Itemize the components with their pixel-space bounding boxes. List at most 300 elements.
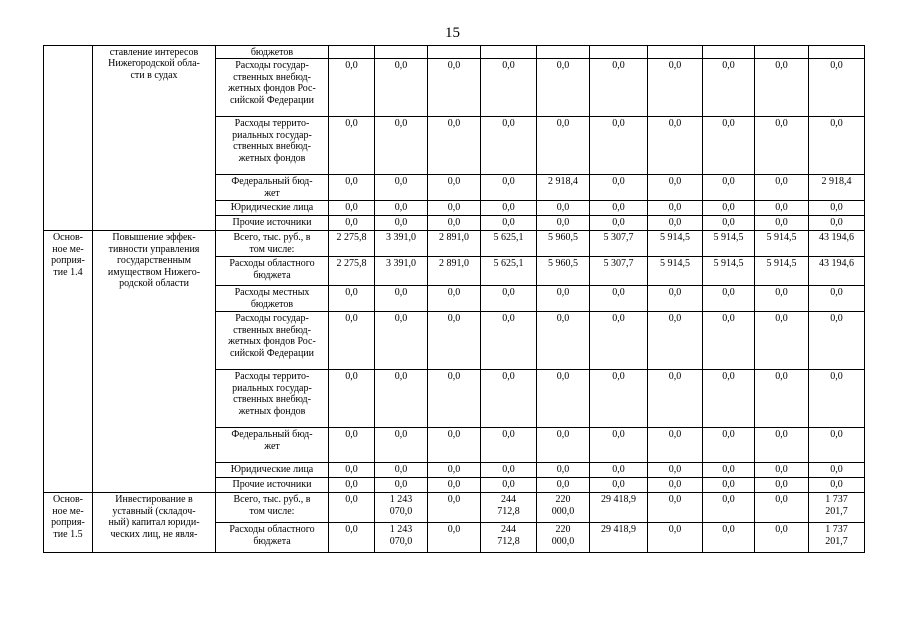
cell-line: 0,0 — [345, 479, 358, 491]
value-cell — [590, 216, 648, 231]
cell-line: имуществом Нижего- — [107, 266, 201, 278]
cell-line: 0,0 — [556, 479, 570, 491]
cell-line: 0,0 — [612, 287, 625, 299]
cell-line: тивности управления — [108, 243, 200, 255]
cell-line: 0,0 — [775, 176, 788, 188]
cell-line: ное ме- — [52, 243, 84, 255]
value-cell — [428, 312, 481, 370]
cell-line: тие 1.5 — [53, 528, 83, 540]
measure-name-cell — [44, 493, 93, 553]
cell-line: 220 — [555, 494, 571, 506]
cell-line: 0,0 — [775, 118, 788, 130]
value-cell — [703, 175, 755, 201]
cell-line: Основ- — [52, 494, 84, 506]
value-cell — [537, 175, 590, 201]
value-cell — [590, 478, 648, 493]
value-cell — [809, 493, 865, 523]
value-cell — [755, 478, 809, 493]
measure-name-cell — [44, 46, 93, 231]
value-cell — [428, 231, 481, 257]
value-cell — [703, 257, 755, 286]
value-cell — [537, 59, 590, 117]
cell-line: Юридические лица — [230, 464, 314, 476]
cell-line: 0,0 — [394, 202, 408, 214]
cell-line: тие 1.4 — [53, 266, 83, 278]
funding-source-cell — [216, 428, 329, 463]
value-cell — [809, 370, 865, 428]
value-cell — [428, 46, 481, 59]
table-row — [44, 46, 865, 59]
cell-line: 244 — [501, 494, 516, 506]
value-cell — [537, 523, 590, 553]
funding-source-cell — [216, 46, 329, 59]
cell-line: 1 737 — [825, 524, 848, 536]
value-cell — [329, 231, 375, 257]
cell-line: 3 391,0 — [386, 232, 416, 244]
value-cell — [375, 428, 428, 463]
cell-line: жетных фондов Рос- — [228, 336, 316, 348]
cell-line: 0,0 — [775, 60, 788, 72]
value-cell — [329, 493, 375, 523]
value-cell — [809, 175, 865, 201]
value-cell — [537, 286, 590, 312]
cell-line: 2 275,8 — [336, 258, 367, 270]
cell-line: 0,0 — [556, 429, 570, 441]
cell-line: 5 625,1 — [493, 258, 524, 270]
cell-line: 0,0 — [830, 217, 843, 229]
cell-line: 0,0 — [612, 217, 625, 229]
cell-line: 0,0 — [830, 429, 843, 441]
value-cell — [481, 175, 537, 201]
cell-line: 244 — [501, 524, 516, 536]
value-cell — [809, 257, 865, 286]
cell-line: 0,0 — [668, 217, 682, 229]
cell-line: 0,0 — [447, 176, 461, 188]
value-cell — [329, 257, 375, 286]
value-cell — [755, 493, 809, 523]
value-cell — [590, 117, 648, 175]
cell-line: 0,0 — [722, 479, 735, 491]
value-cell — [537, 463, 590, 478]
cell-line: жетных фондов — [238, 152, 306, 164]
value-cell — [537, 231, 590, 257]
value-cell — [481, 312, 537, 370]
cell-line: риальных государ- — [232, 129, 312, 141]
cell-line: ставление интересов — [109, 47, 199, 58]
value-cell — [755, 523, 809, 553]
cell-line: 0,0 — [722, 60, 735, 72]
cell-line: 0,0 — [775, 429, 788, 441]
cell-line: ный) капитал юриди- — [108, 517, 200, 529]
cell-line: 5 960,5 — [548, 232, 578, 244]
value-cell — [428, 370, 481, 428]
cell-line: 43 194,6 — [819, 258, 854, 270]
value-cell — [481, 231, 537, 257]
value-cell — [590, 463, 648, 478]
value-cell — [481, 216, 537, 231]
funding-source-cell — [216, 286, 329, 312]
budget-table — [43, 45, 865, 553]
cell-line: 0,0 — [612, 60, 625, 72]
cell-line: Расходы государ- — [235, 60, 309, 72]
value-cell — [703, 523, 755, 553]
cell-line: жет — [264, 187, 280, 199]
cell-line: 0,0 — [775, 217, 788, 229]
cell-line: 0,0 — [447, 464, 461, 476]
value-cell — [755, 370, 809, 428]
cell-line: 0,0 — [556, 202, 570, 214]
value-cell — [375, 286, 428, 312]
cell-line: ственных внебюд- — [233, 141, 311, 153]
value-cell — [703, 478, 755, 493]
cell-line: 0,0 — [668, 176, 682, 188]
funding-source-cell — [216, 117, 329, 175]
cell-line: 0,0 — [830, 313, 843, 325]
table-row — [44, 493, 865, 523]
cell-line: 0,0 — [556, 217, 570, 229]
cell-line: 0,0 — [775, 371, 788, 383]
cell-line: Расходы областного — [229, 524, 315, 536]
value-cell — [648, 201, 703, 216]
cell-line: 5 914,5 — [766, 232, 797, 244]
value-cell — [375, 523, 428, 553]
cell-line: 0,0 — [502, 313, 515, 325]
cell-line: бюджета — [253, 535, 291, 547]
cell-line: 0,0 — [830, 118, 843, 130]
cell-line: 0,0 — [668, 429, 682, 441]
value-cell — [375, 463, 428, 478]
cell-line: 0,0 — [722, 287, 735, 299]
value-cell — [809, 59, 865, 117]
cell-line: Расходы областного — [229, 258, 315, 270]
value-cell — [809, 428, 865, 463]
value-cell — [375, 175, 428, 201]
value-cell — [537, 370, 590, 428]
cell-line: 2 918,4 — [548, 176, 578, 188]
value-cell — [755, 257, 809, 286]
cell-line: 0,0 — [447, 524, 461, 536]
cell-line: 712,8 — [497, 535, 520, 547]
cell-line: 1 737 — [825, 494, 848, 506]
cell-line: 0,0 — [775, 494, 788, 506]
value-cell — [703, 312, 755, 370]
value-cell — [648, 286, 703, 312]
value-cell — [329, 175, 375, 201]
value-cell — [329, 286, 375, 312]
funding-source-cell — [216, 257, 329, 286]
value-cell — [703, 493, 755, 523]
cell-line: 0,0 — [830, 60, 843, 72]
cell-line: 0,0 — [830, 479, 843, 491]
cell-line: 0,0 — [722, 217, 735, 229]
value-cell — [755, 117, 809, 175]
value-cell — [648, 231, 703, 257]
value-cell — [703, 216, 755, 231]
cell-line: 0,0 — [775, 287, 788, 299]
cell-line: 0,0 — [722, 429, 735, 441]
cell-line: 0,0 — [668, 524, 682, 536]
cell-line: 0,0 — [394, 464, 408, 476]
cell-line: 0,0 — [502, 176, 515, 188]
value-cell — [703, 46, 755, 59]
cell-line: 0,0 — [668, 202, 682, 214]
cell-line: 0,0 — [345, 371, 358, 383]
cell-line: 0,0 — [502, 479, 515, 491]
cell-line: 2 891,0 — [439, 258, 469, 270]
cell-line: 0,0 — [722, 464, 735, 476]
cell-line: 1 243 — [389, 494, 413, 506]
value-cell — [755, 46, 809, 59]
value-cell — [329, 216, 375, 231]
cell-line: жетных фондов — [238, 405, 306, 417]
cell-line: 0,0 — [394, 217, 408, 229]
value-cell — [329, 59, 375, 117]
value-cell — [375, 201, 428, 216]
value-cell — [428, 117, 481, 175]
cell-line: 0,0 — [668, 60, 682, 72]
value-cell — [755, 286, 809, 312]
value-cell — [375, 117, 428, 175]
cell-line: том числе: — [249, 243, 295, 255]
value-cell — [481, 478, 537, 493]
value-cell — [809, 478, 865, 493]
cell-line: 0,0 — [612, 479, 625, 491]
cell-line: 0,0 — [447, 217, 461, 229]
cell-line: 0,0 — [775, 524, 788, 536]
value-cell — [809, 231, 865, 257]
value-cell — [590, 46, 648, 59]
value-cell — [375, 46, 428, 59]
cell-line: 0,0 — [394, 479, 408, 491]
value-cell — [537, 117, 590, 175]
cell-line: 0,0 — [612, 313, 625, 325]
cell-line: 0,0 — [394, 429, 408, 441]
cell-line: 0,0 — [502, 287, 515, 299]
cell-line: 712,8 — [497, 505, 520, 517]
cell-line: родской области — [119, 278, 189, 290]
value-cell — [703, 59, 755, 117]
cell-line: 0,0 — [830, 287, 843, 299]
funding-source-cell — [216, 523, 329, 553]
value-cell — [648, 117, 703, 175]
cell-line: 0,0 — [668, 479, 682, 491]
cell-line: Всего, тыс. руб., в — [233, 232, 311, 244]
value-cell — [590, 201, 648, 216]
cell-line: 0,0 — [502, 202, 515, 214]
value-cell — [703, 428, 755, 463]
cell-line: ственных внебюд- — [233, 324, 311, 336]
value-cell — [537, 493, 590, 523]
value-cell — [590, 523, 648, 553]
funding-source-cell — [216, 216, 329, 231]
cell-line: Федеральный бюд- — [231, 176, 313, 188]
cell-line: 220 — [555, 524, 571, 536]
value-cell — [755, 216, 809, 231]
funding-source-cell — [216, 59, 329, 117]
cell-line: 0,0 — [345, 176, 358, 188]
cell-line: ческих лиц, не явля- — [110, 528, 198, 540]
cell-line: том числе: — [249, 505, 295, 517]
value-cell — [428, 257, 481, 286]
cell-line: 0,0 — [394, 60, 408, 72]
cell-line: 2 275,8 — [336, 232, 367, 244]
value-cell — [648, 257, 703, 286]
value-cell — [648, 370, 703, 428]
value-cell — [648, 216, 703, 231]
cell-line: 0,0 — [345, 494, 358, 506]
cell-line: 201,7 — [825, 535, 848, 547]
cell-line: государственным — [117, 255, 191, 267]
cell-line: Расходы террито- — [234, 371, 310, 383]
cell-line: 0,0 — [722, 202, 735, 214]
value-cell — [809, 201, 865, 216]
value-cell — [809, 286, 865, 312]
cell-line: 0,0 — [394, 313, 408, 325]
budget-table-body — [44, 46, 865, 553]
cell-line: 0,0 — [447, 202, 461, 214]
cell-line: 0,0 — [345, 429, 358, 441]
cell-line: 0,0 — [345, 60, 358, 72]
value-cell — [590, 286, 648, 312]
funding-source-cell — [216, 370, 329, 428]
value-cell — [537, 428, 590, 463]
cell-line: 5 914,5 — [713, 258, 744, 270]
value-cell — [329, 478, 375, 493]
value-cell — [481, 201, 537, 216]
measure-description-cell — [93, 493, 216, 553]
value-cell — [481, 117, 537, 175]
cell-line: ственных внебюд- — [233, 394, 311, 406]
value-cell — [375, 370, 428, 428]
value-cell — [809, 216, 865, 231]
value-cell — [648, 428, 703, 463]
cell-line: 0,0 — [668, 371, 682, 383]
cell-line: 0,0 — [394, 118, 408, 130]
cell-line: 0,0 — [668, 287, 682, 299]
cell-line: Прочие источники — [232, 217, 312, 229]
value-cell — [590, 370, 648, 428]
cell-line: 0,0 — [447, 479, 461, 491]
value-cell — [590, 428, 648, 463]
cell-line: сийской Федерации — [229, 347, 314, 359]
value-cell — [329, 428, 375, 463]
cell-line: жет — [264, 440, 280, 452]
cell-line: 0,0 — [447, 60, 461, 72]
cell-line: 0,0 — [775, 464, 788, 476]
value-cell — [428, 201, 481, 216]
cell-line: Повышение эффек- — [112, 232, 196, 244]
value-cell — [648, 478, 703, 493]
cell-line: 0,0 — [394, 371, 408, 383]
cell-line: 0,0 — [394, 176, 408, 188]
value-cell — [809, 463, 865, 478]
table-row — [44, 231, 865, 257]
cell-line: 0,0 — [668, 313, 682, 325]
cell-line: 5 960,5 — [548, 258, 578, 270]
cell-line: Основ- — [52, 232, 84, 244]
value-cell — [590, 59, 648, 117]
cell-line: бюджетов — [250, 298, 294, 310]
cell-line: 000,0 — [551, 505, 575, 517]
cell-line: 070,0 — [389, 505, 413, 517]
cell-line: роприя- — [51, 255, 85, 267]
value-cell — [329, 370, 375, 428]
value-cell — [590, 175, 648, 201]
cell-line: 0,0 — [447, 313, 461, 325]
cell-line: 0,0 — [502, 429, 515, 441]
cell-line: 5 914,5 — [660, 232, 690, 244]
measure-name-cell — [44, 231, 93, 493]
cell-line: Нижегородской обла- — [108, 58, 200, 70]
value-cell — [481, 257, 537, 286]
value-cell — [537, 312, 590, 370]
value-cell — [375, 312, 428, 370]
cell-line: 070,0 — [389, 535, 413, 547]
value-cell — [481, 46, 537, 59]
cell-line: 0,0 — [612, 464, 625, 476]
cell-line: Расходы местных — [234, 287, 310, 299]
value-cell — [537, 46, 590, 59]
cell-line: бюджетов — [250, 47, 294, 58]
value-cell — [755, 428, 809, 463]
cell-line: 0,0 — [722, 371, 735, 383]
value-cell — [481, 286, 537, 312]
cell-line: 0,0 — [394, 287, 408, 299]
cell-line: 0,0 — [345, 464, 358, 476]
value-cell — [648, 493, 703, 523]
cell-line: ное ме- — [52, 505, 84, 517]
funding-source-cell — [216, 175, 329, 201]
cell-line: 0,0 — [556, 60, 570, 72]
cell-line: 5 307,7 — [603, 232, 634, 244]
cell-line: жетных фондов Рос- — [228, 83, 316, 95]
cell-line: бюджета — [253, 269, 291, 281]
value-cell — [428, 175, 481, 201]
funding-source-cell — [216, 201, 329, 216]
value-cell — [648, 46, 703, 59]
value-cell — [537, 216, 590, 231]
cell-line: 0,0 — [556, 313, 570, 325]
value-cell — [809, 46, 865, 59]
value-cell — [648, 523, 703, 553]
cell-line: риальных государ- — [232, 382, 312, 394]
cell-line: 0,0 — [612, 371, 625, 383]
cell-line: 0,0 — [447, 118, 461, 130]
funding-source-cell — [216, 478, 329, 493]
cell-line: 0,0 — [612, 118, 625, 130]
value-cell — [703, 201, 755, 216]
value-cell — [648, 175, 703, 201]
cell-line: 0,0 — [502, 371, 515, 383]
value-cell — [703, 117, 755, 175]
cell-line: 0,0 — [775, 313, 788, 325]
cell-line: 2 891,0 — [439, 232, 469, 244]
value-cell — [375, 257, 428, 286]
cell-line: 1 243 — [389, 524, 413, 536]
value-cell — [428, 463, 481, 478]
value-cell — [481, 523, 537, 553]
cell-line: 5 914,5 — [660, 258, 690, 270]
cell-line: 3 391,0 — [386, 258, 416, 270]
cell-line: 0,0 — [830, 464, 843, 476]
cell-line: 0,0 — [668, 118, 682, 130]
cell-line: 0,0 — [556, 118, 570, 130]
cell-line: 0,0 — [556, 287, 570, 299]
value-cell — [481, 59, 537, 117]
cell-line: 0,0 — [502, 464, 515, 476]
value-cell — [755, 231, 809, 257]
cell-line: 0,0 — [447, 494, 461, 506]
